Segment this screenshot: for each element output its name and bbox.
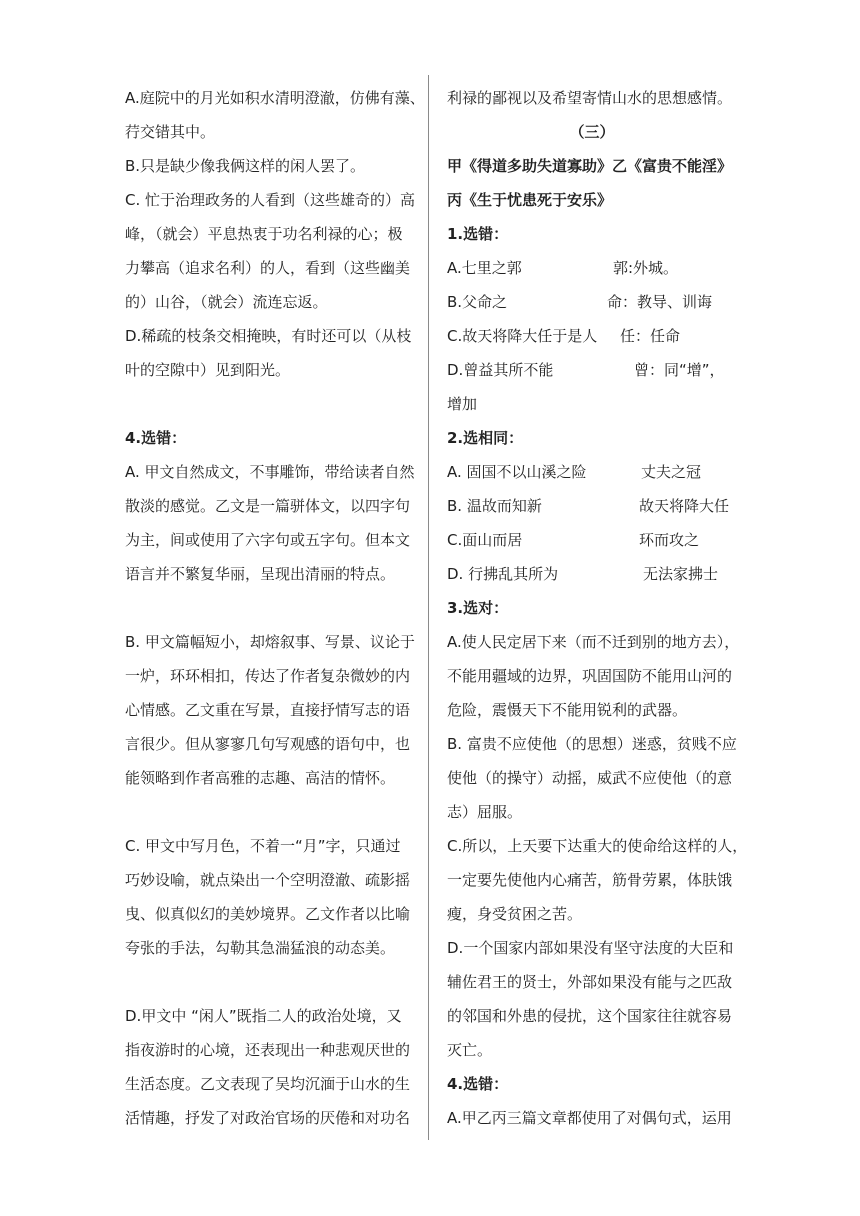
q1-option-a [447, 251, 737, 285]
q3-option-a-line1: A.庭院中的月光如积水清明澄澈，仿佛有藻、 [125, 89, 425, 107]
q2-heading: 2.选相同： [447, 429, 524, 447]
q2-option-a-phrase2: 丈夫之冠 [641, 463, 702, 481]
q3-option-d-line2: 叶的空隙中）见到阳光。 [125, 361, 291, 379]
q4-option-c-line4: 夸张的手法，勾勒其急湍猛浪的动态美。 [125, 939, 396, 957]
q3-option-a-line2: 荇交错其中。 [125, 123, 216, 141]
q3-option-c-line4: 的）山谷，（就会）流连忘返。 [125, 293, 328, 311]
q4-heading: 4.选错： [125, 429, 187, 447]
section-number: （三） [569, 123, 615, 141]
q1-option-d-gloss-cont: 增加 [447, 395, 478, 413]
q2-option-a-phrase1: A. 固国不以山溪之险 [447, 463, 587, 481]
q4-option-b-line1: B. 甲文篇幅短小，却熔叙事、写景、议论于 [125, 633, 415, 651]
q3-option-a-line2: 不能用疆域的边界，巩固国防不能用山河的 [447, 667, 733, 685]
q2-option-c [447, 523, 737, 557]
q3-option-b-line1: B.只是缺少像我俩这样的闲人罢了。 [125, 157, 366, 175]
q3-option-c-line1: C. 忙于治理政务的人看到（这些雄奇的）高 [125, 191, 416, 209]
q2-option-d-phrase1: D. 行拂乱其所为 [447, 565, 559, 583]
q3-option-a-line1: A.使人民定居下来（而不迁到别的地方去）， [447, 633, 740, 651]
q4-option-a-line2: 散淡的感觉。乙文是一篇骈体文，以四字句 [125, 497, 411, 515]
q3-option-b-line2: 使他（的操守）动摇，威武不应使他（的意 [447, 769, 733, 787]
section-title-line1: 甲《得道多助失道寡助》乙《富贵不能淫》 [447, 157, 733, 175]
spacer [125, 591, 415, 625]
q3-option-c-line3: 瘦，身受贫困之苦。 [447, 905, 583, 923]
spacer [125, 387, 415, 421]
q3-heading: 3.选对： [447, 599, 509, 617]
spacer [125, 795, 415, 829]
q1-option-c-phrase: C.故天将降大任于是人 [447, 327, 598, 345]
q1-option-d [447, 353, 737, 387]
q4-option-d-line3: 生活态度。乙文表现了吴均沉湎于山水的生 [125, 1075, 411, 1093]
right-column [447, 81, 748, 1135]
left-column [125, 81, 425, 1135]
q3-option-c-line3: 力攀高（追求名利）的人，看到（这些幽美 [125, 259, 411, 277]
spacer [125, 965, 415, 999]
q2-option-b-phrase2: 故天将降大任 [639, 497, 730, 515]
q2-option-c-phrase2: 环而攻之 [639, 531, 700, 549]
q3-option-d-line2: 辅佐君王的贤士，外部如果没有能与之匹敌 [447, 973, 733, 991]
q1-option-c [447, 319, 737, 353]
q2-option-a [447, 455, 737, 489]
q3-option-c-line1: C.所以，上天要下达重大的使命给这样的人， [447, 837, 748, 855]
q1-option-a-phrase: A.七里之郭 [447, 259, 522, 277]
q3-option-d-line3: 的邻国和外患的侵扰，这个国家往往就容易 [447, 1007, 733, 1025]
q4-option-b-line5: 能领略到作者高雅的志趣、高洁的情怀。 [125, 769, 396, 787]
q4-option-b-line3: 心情感。乙文重在写景，直接抒情写志的语 [125, 701, 411, 719]
q4-option-c-line3: 曳、似真似幻的美妙境界。乙文作者以比喻 [125, 905, 411, 923]
q3-option-b-line3: 志）屈服。 [447, 803, 523, 821]
q4-option-a-line4: 语言并不繁复华丽，呈现出清丽的特点。 [125, 565, 396, 583]
q4-option-d-line4: 活情趣，抒发了对政治官场的厌倦和对功名 [125, 1109, 411, 1127]
q3-option-d-line1: D.稀疏的枝条交相掩映，有时还可以（从枝 [125, 327, 412, 345]
q2-option-d [447, 557, 737, 591]
q1-heading: 1.选错： [447, 225, 509, 243]
q3-option-c-line2: 峰，（就会）平息热衷于功名利禄的心；极 [125, 225, 403, 243]
q4-option-a-line1: A. 甲文自然成文，不事雕饰，带给读者自然 [125, 463, 415, 481]
carry-over-line: 利禄的鄙视以及希望寄情山水的思想感情。 [447, 89, 733, 107]
q3-option-a-line3: 危险，震慑天下不能用锐利的武器。 [447, 701, 688, 719]
q1-option-c-gloss: 任：任命 [620, 327, 681, 345]
section-title-line2: 丙《生于忧患死于安乐》 [447, 191, 613, 209]
q3-option-c-line2: 一定要先使他内心痛苦，筋骨劳累，体肤饿 [447, 871, 733, 889]
q1-option-d-gloss: 曾：同“增”， [634, 361, 725, 379]
q3-option-d-line1: D.一个国家内部如果没有坚守法度的大臣和 [447, 939, 734, 957]
q4-option-d-line2: 指夜游时的心境，还表现出一种悲观厌世的 [125, 1041, 411, 1059]
q4-option-a-line1: A.甲乙丙三篇文章都使用了对偶句式，运用 [447, 1109, 732, 1127]
q2-option-b-phrase1: B. 温故而知新 [447, 497, 542, 515]
q3-option-b-line1: B. 富贵不应使他（的思想）迷惑，贫贱不应 [447, 735, 737, 753]
q4-heading: 4.选错： [447, 1075, 509, 1093]
q4-option-b-line2: 一炉，环环相扣，传达了作者复杂微妙的内 [125, 667, 411, 685]
q4-option-b-line4: 言很少。但从寥寥几句写观感的语句中，也 [125, 735, 411, 753]
q1-option-d-phrase: D.曾益其所不能 [447, 361, 554, 379]
column-divider [428, 75, 429, 1140]
q4-option-d-line1: D.甲文中 “闲人”既指二人的政治处境，又 [125, 1007, 402, 1025]
q4-option-c-line1: C. 甲文中写月色，不着一“月”字，只通过 [125, 837, 401, 855]
q2-option-d-phrase2: 无法家拂士 [643, 565, 719, 583]
q1-option-b [447, 285, 737, 319]
q4-option-c-line2: 巧妙设喻，就点染出一个空明澄澈、疏影摇 [125, 871, 411, 889]
q1-option-b-phrase: B.父命之 [447, 293, 508, 311]
q2-option-b [447, 489, 737, 523]
q3-option-d-line4: 灭亡。 [447, 1041, 493, 1059]
q1-option-a-gloss: 郭:外城。 [613, 259, 679, 277]
q2-option-c-phrase1: C.面山而居 [447, 531, 523, 549]
q4-option-a-line3: 为主，间或使用了六字句或五字句。但本文 [125, 531, 411, 549]
q1-option-b-gloss: 命：教导、训诲 [607, 293, 713, 311]
